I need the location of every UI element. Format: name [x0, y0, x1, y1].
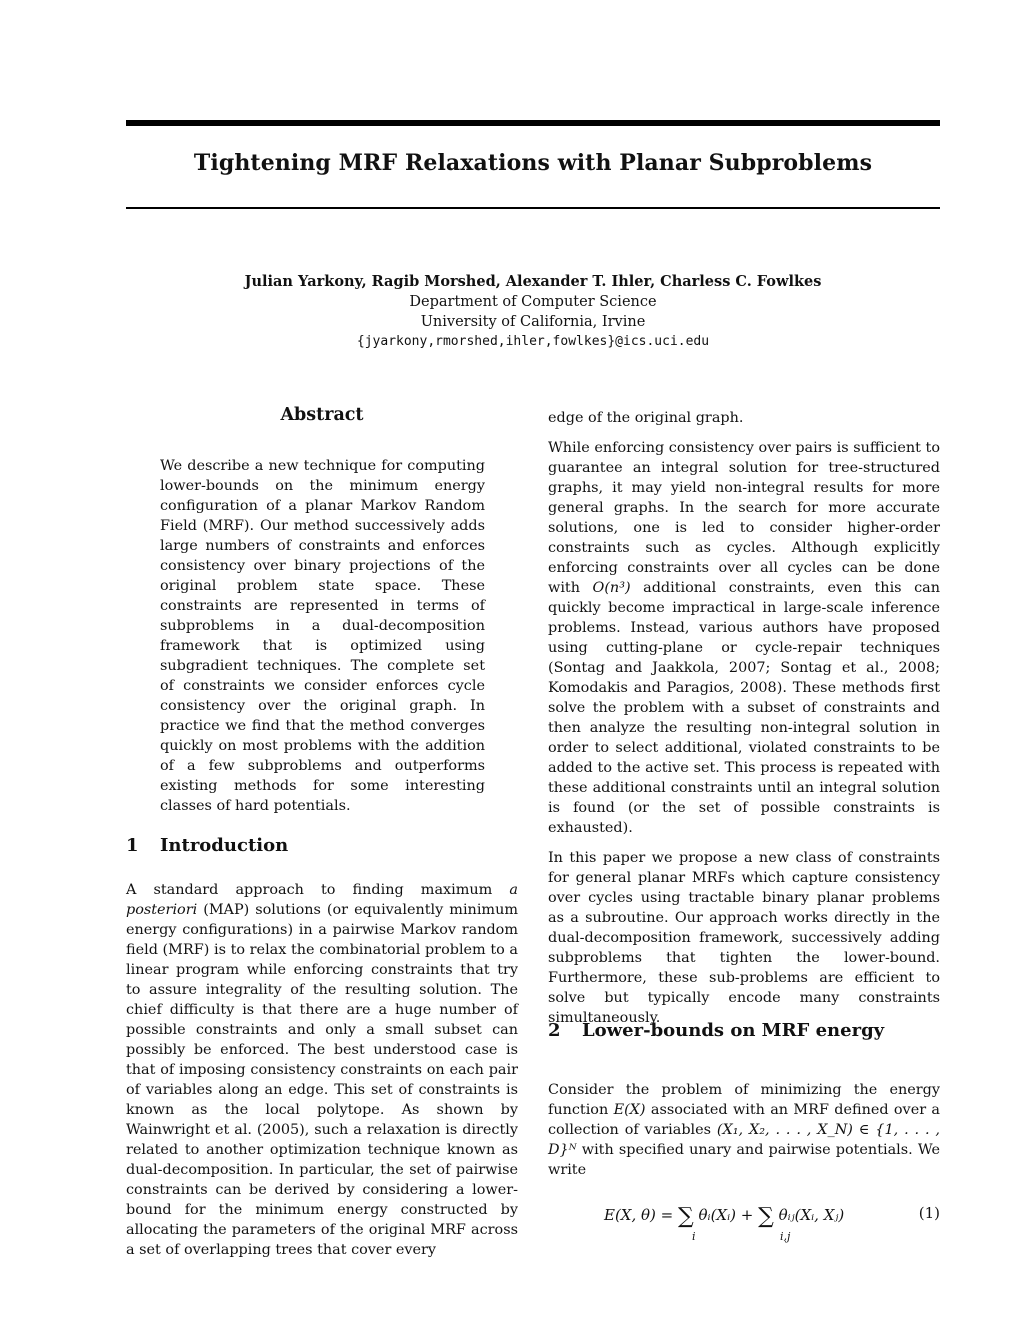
author-names: Julian Yarkony, Ragib Morshed, Alexander T. Ihler, Charless C. Fowlkes — [244, 273, 822, 290]
author-department: Department of Computer Science — [409, 294, 657, 310]
author-block — [126, 272, 940, 352]
sum-symbol-2: ∑ — [758, 1204, 774, 1229]
intro-paragraph-1 — [126, 880, 518, 1260]
intro-p1-emphasis: a posteriori — [126, 882, 518, 918]
abstract-text: We describe a new technique for computing lower-bounds on the minimum energy configuration of a planar Markov Random Field (MRF). Our method successively adds large numbers of constraints and enforces consistency over binary projections of the original problem state space. These constraints are represented in terms of subproblems in a dual-decomposition framework that is optimized using subgradient techniques. The complete set of constraints we consider enforces cycle consistency over the original graph. In practice we find that the method converges quickly on most problems with the addition of a few subproblems and outperforms existing methods for some interesting classes of hard potentials. — [160, 458, 485, 814]
abstract-heading: Abstract — [280, 405, 364, 425]
sec2-math-variables: (X₁, X₂, . . . , X_N) ∈ {1, . . . , D}ᴺ — [548, 1122, 940, 1158]
sec2-text-c: with specified unary and pairwise potentials. We write — [548, 1142, 940, 1178]
author-email: {jyarkony,rmorshed,ihler,fowlkes}@ics.uci.edu — [356, 334, 710, 349]
author-university: University of California, Irvine — [420, 314, 646, 330]
section-1-heading — [126, 835, 288, 856]
sec2-text-a: Consider the problem of minimizing the energy function — [548, 1082, 940, 1118]
section-2-title: Lower-bounds on MRF energy — [582, 1020, 885, 1041]
right-column-text — [548, 408, 940, 1028]
intro-paragraph-2 — [548, 438, 940, 838]
equation-1 — [548, 1196, 940, 1242]
top-rule — [126, 120, 940, 126]
intro-p1-text-a: A standard approach to finding maximum — [126, 882, 510, 898]
sec2-math-energy: E(X) — [613, 1102, 646, 1118]
equation-number: (1) — [918, 1204, 940, 1222]
intro-p2-text-b: additional constraints, even this can quickly become impractical in large-scale inference problems. Instead, various authors have proposed using cutting-plane or cycle-repair techniques (Sontag and Jaakkola, 2007; Sontag et al., 2008; Komodakis and Paragios, 2008). These methods first solve the problem with a subset of constraints and then analyze the resulting non-integral solution in order to select additional, violated constraints to be added to the active set. This process is repeated with these additional constraints until an integral solution is found (or the set of possible constraints is exhausted). — [548, 580, 940, 836]
sec2-text-b: associated with an MRF defined over a collection of variables — [548, 1102, 940, 1138]
paper-title: Tightening MRF Relaxations with Planar Subproblems — [193, 150, 873, 176]
equation-term-1: θᵢ(Xᵢ) + — [698, 1206, 754, 1224]
intro-p2-text-a: While enforcing consistency over pairs is sufficient to guarantee an integral solution for tree-structured graphs, it may yield non-integral results for more general graphs. In the search for more accurate solutions, one is led to consider higher-order constraints such as cycles. Although explicitly enforcing constraints over all cycles can be done with — [548, 440, 940, 596]
equation-term-2: θᵢⱼ(Xᵢ, Xⱼ) — [778, 1206, 845, 1224]
intro-paragraph-3: In this paper we propose a new class of constraints for general planar MRFs which capture consistency over cycles using tractable binary planar problems as a subroutine. Our approach works directly in the dual-decomposition framework, successively adding subproblems that tighten the lower-bound. Furthermore, these sub-problems are efficient to solve but typically encode many constraints simultaneously. — [548, 850, 940, 1026]
sum-symbol-1: ∑ — [678, 1204, 694, 1229]
section-1-number: 1 — [126, 835, 139, 856]
section-1-title: Introduction — [160, 835, 289, 856]
sum-index-2: i,j — [780, 1230, 791, 1243]
equation-expression — [604, 1204, 844, 1229]
section-2-paragraph-1 — [548, 1080, 940, 1180]
section-2-number: 2 — [548, 1020, 561, 1041]
section-2-heading — [548, 1020, 884, 1041]
intro-p2-math: O(n³) — [592, 580, 631, 596]
equation-lhs: E(X, θ) = — [604, 1206, 674, 1224]
sum-index-1: i — [692, 1230, 696, 1243]
intro-p1-text-b: (MAP) solutions (or equivalently minimum energy configurations) in a pairwise Markov random field (MRF) is to relax the combinatorial problem to a linear program while enforcing constraints that try to assure integrality of the resulting solution. The chief difficulty is that there are a huge number of possible constraints and only a small subset can possibly be enforced. The best understood case is that of imposing consistency constraints on each pair of variables along an edge. This set of constraints is known as the local polytope. As shown by Wainwright et al. (2005), such a relaxation is directly related to another optimization technique known as dual-decomposition. In particular, the set of pairwise constraints can be derived by considering a lower-bound for the minimum energy constructed by allocating the parameters of the original MRF across a set of overlapping trees that cover every — [126, 902, 518, 1258]
title-bottom-rule — [126, 207, 940, 209]
intro-p1-continuation: edge of the original graph. — [548, 410, 744, 426]
